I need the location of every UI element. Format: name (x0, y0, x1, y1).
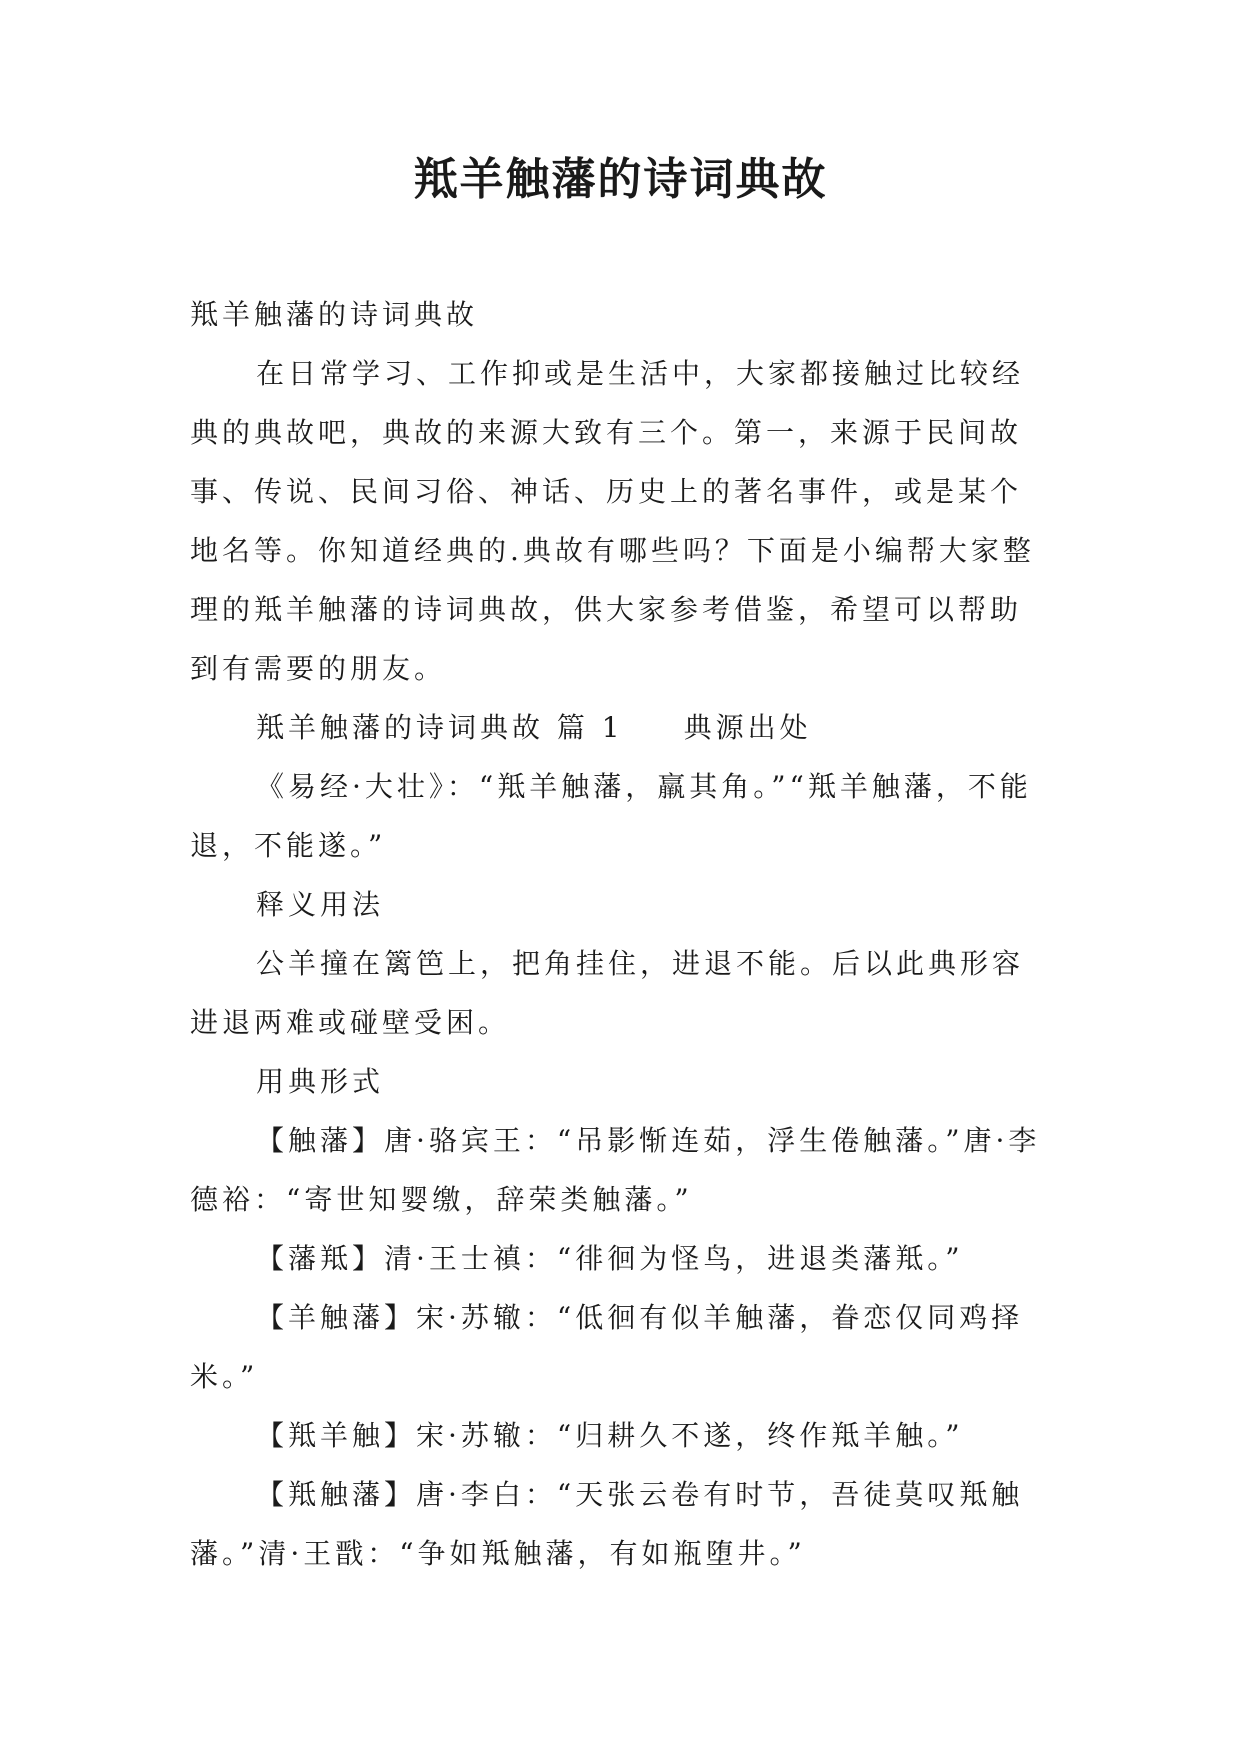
document-subtitle: 羝羊触藩的诗词典故 (190, 298, 479, 331)
form-entry: 【触藩】唐·骆宾王：“吊影惭连茹，浮生倦触藩。”唐·李德裕：“寄世知婴缴，辞荣类触藩。” (190, 1124, 1041, 1216)
form-entry: 【藩羝】清·王士禛：“徘徊为怪鸟，进退类藩羝。” (256, 1242, 964, 1275)
document-body (190, 285, 1050, 1583)
intro-paragraph: 在日常学习、工作抑或是生活中，大家都接触过比较经典的典故吧，典故的来源大致有三个。第一，来源于民间故事、传说、民间习俗、神话、历史上的著名事件，或是某个地名等。你知道经典的.典故有哪些吗？下面是小编帮大家整理的羝羊触藩的诗词典故，供大家参考借鉴，希望可以帮助到有需要的朋友。 (190, 357, 1035, 685)
forms-heading: 用典形式 (256, 1065, 385, 1098)
form-entry: 【羝羊触】宋·苏辙：“归耕久不遂，终作羝羊触。” (256, 1419, 964, 1452)
meaning-paragraph: 公羊撞在篱笆上，把角挂住，进退不能。后以此典形容进退两难或碰壁受困。 (190, 947, 1025, 1039)
source-paragraph: 《易经·大壮》：“羝羊触藩，羸其角。”“羝羊触藩，不能退，不能遂。” (190, 770, 1032, 862)
section-heading-line (190, 698, 1050, 757)
document-title: 羝羊触藩的诗词典故 (413, 154, 828, 205)
form-entry: 【羝触藩】唐·李白：“天张云卷有时节，吾徒莫叹羝触藩。”清·王戬：“争如羝触藩，有如瓶堕井。” (190, 1478, 1024, 1570)
section-heading: 羝羊触藩的诗词典故 篇 1 (256, 711, 624, 744)
source-heading: 典源出处 (683, 711, 812, 744)
form-entry: 【羊触藩】宋·苏辙：“低徊有似羊触藩，眷恋仅同鸡择米。” (190, 1301, 1024, 1393)
meaning-heading: 释义用法 (256, 888, 385, 921)
